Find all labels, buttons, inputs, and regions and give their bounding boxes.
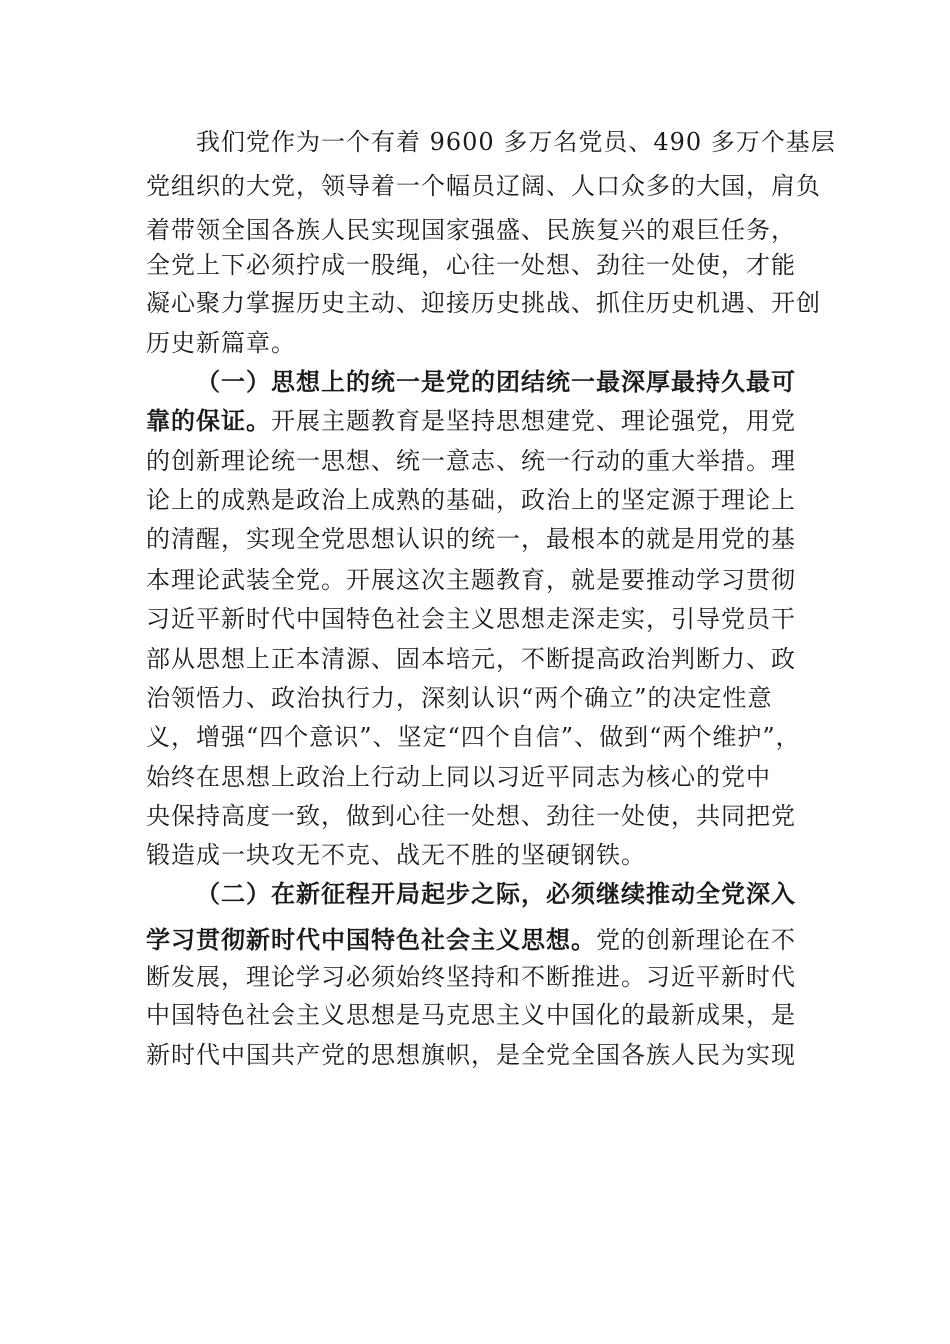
section-1-line-10: 义，增强“四个意识”、坚定“四个自信”、做到“两个维护”，: [146, 723, 801, 751]
section-1-line-3: 的创新理论统一思想、统一意志、统一行动的重大举措。理: [146, 447, 796, 475]
section-1-line-6: 本理论武装全党。开展这次主题教育，就是要推动学习贯彻: [146, 566, 796, 594]
section-2-line-4: 中国特色社会主义思想是马克思主义中国化的最新成果，是: [146, 1001, 796, 1029]
section-1-line-7: 习近平新时代中国特色社会主义思想走深走实，引导党员干: [146, 605, 796, 633]
section-1-line-13: 锻造成一块攻无不克、战无不胜的坚硬钢铁。: [146, 841, 646, 869]
paragraph-1-line-2: 党组织的大党，领导着一个幅员辽阔、人口众多的大国，肩负: [146, 172, 821, 200]
paragraph-1-line-5: 凝心聚力掌握历史主动、迎接历史挑战、抓住历史机遇、开创: [146, 289, 821, 317]
section-1-line-12: 央保持高度一致，做到心往一处想、劲往一处使，共同把党: [146, 802, 796, 830]
section-2-heading-line-2: 学习贯彻新时代中国特色社会主义思想。: [146, 925, 596, 954]
section-1-line-11: 始终在思想上政治上行动上同以习近平同志为核心的党中: [146, 763, 771, 791]
section-1-line-2-rest: 开展主题教育是坚持思想建党、理论强党，用党: [271, 407, 796, 435]
section-1-heading-line-1: （一）思想上的统一是党的团结统一最深厚最持久最可: [196, 367, 796, 396]
paragraph-1-line-4: 全党上下必须拧成一股绳，心往一处想、劲往一处使，才能: [146, 251, 796, 279]
section-2-line-2: [146, 925, 796, 955]
section-1-line-8: 部从思想上正本清源、固本培元，不断提高政治判断力、政: [146, 645, 796, 673]
section-1-heading-line-2: 靠的保证。: [146, 406, 271, 435]
section-2-heading-line-1: （二）在新征程开局起步之际，必须继续推动全党深入: [196, 879, 796, 908]
section-1-line-9: 治领悟力、政治执行力，深刻认识“两个确立”的决定性意: [146, 684, 773, 712]
section-2-line-2-rest: 党的创新理论在不: [596, 926, 796, 954]
paragraph-1-line-6: 历史新篇章。: [146, 329, 296, 357]
section-1-line-5: 的清醒，实现全党思想认识的统一，最根本的就是用党的基: [146, 525, 796, 553]
section-2-line-3: 断发展，理论学习必须始终坚持和不断推进。习近平新时代: [146, 963, 796, 991]
paragraph-1-line-3: 着带领全国各族人民实现国家强盛、民族复兴的艰巨任务，: [146, 216, 796, 244]
section-1-line-4: 论上的成熟是政治上成熟的基础，政治上的坚定源于理论上: [146, 486, 796, 514]
section-1-line-2: [146, 406, 796, 436]
section-2-line-5: 新时代中国共产党的思想旗帜，是全党全国各族人民为实现: [146, 1041, 796, 1069]
paragraph-1-line-1: 我们党作为一个有着 9600 多万名党员、490 多万个基层: [196, 128, 836, 156]
